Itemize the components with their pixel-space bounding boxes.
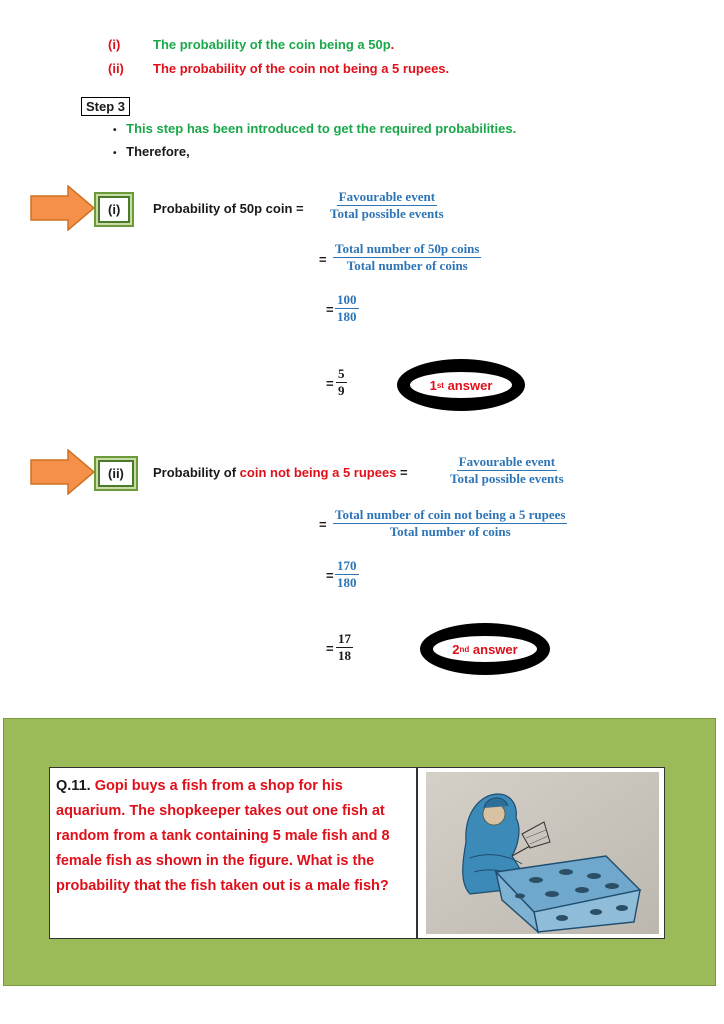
part-2-label bbox=[153, 465, 408, 480]
answer-1-sup: st bbox=[436, 380, 444, 390]
step-bullet-2-text: Therefore, bbox=[126, 144, 190, 159]
part-2-f1-den: Total possible events bbox=[450, 471, 564, 486]
intro-item-2 bbox=[108, 61, 450, 76]
part-1-eq-4: = bbox=[326, 376, 334, 391]
part-2-eq-3: = bbox=[326, 568, 334, 583]
intro-item-2-text: The probability of the coin not being a 5 rupees. bbox=[153, 61, 450, 76]
question-number: Q.11. bbox=[56, 778, 91, 794]
part-2-eq-4: = bbox=[326, 641, 334, 656]
arrow-right-icon bbox=[30, 449, 96, 495]
question-text bbox=[56, 774, 408, 899]
part-2-f2-num: Total number of coin not being a 5 rupees bbox=[335, 507, 566, 522]
intro-item-1-marker: (i) bbox=[108, 37, 121, 52]
part-2-marker: (ii) bbox=[98, 460, 134, 487]
part-2-fraction-3 bbox=[335, 558, 359, 591]
part-2-eq-2: = bbox=[319, 517, 327, 532]
intro-item-1-period: . bbox=[390, 37, 395, 52]
step-bullet-1-text: This step has been introduced to get the required probabilities. bbox=[126, 121, 517, 136]
answer-2-badge bbox=[420, 623, 550, 675]
part-2-label-red: coin not being a 5 rupees bbox=[239, 465, 397, 480]
part-1-fraction-4 bbox=[336, 366, 347, 399]
answer-2-sup: nd bbox=[459, 644, 470, 654]
part-1-f4-num: 5 bbox=[338, 366, 345, 381]
step-label: Step 3 bbox=[81, 97, 130, 116]
part-1-eq: = bbox=[296, 201, 304, 216]
part-2-fraction-4 bbox=[336, 631, 353, 664]
step-bullet-1: • This step has been introduced to get the required probabilities. bbox=[113, 121, 517, 136]
table-divider bbox=[416, 768, 418, 938]
part-1-f3-den: 180 bbox=[337, 309, 357, 324]
arrow-right-icon bbox=[30, 185, 96, 231]
part-2-label-prefix: Probability of bbox=[153, 465, 240, 480]
part-1-f2-num: Total number of 50p coins bbox=[335, 241, 480, 256]
question-panel bbox=[3, 718, 716, 986]
part-2-eq: = bbox=[400, 465, 408, 480]
answer-1-badge bbox=[397, 359, 525, 411]
question-table bbox=[49, 767, 665, 939]
answer-2-text: answer bbox=[469, 641, 518, 657]
answer-1-text: answer bbox=[443, 377, 493, 393]
part-2-fraction-1 bbox=[448, 454, 566, 487]
part-2-fraction-2 bbox=[333, 507, 567, 540]
fish-tank-illustration bbox=[426, 772, 659, 934]
part-1-marker: (i) bbox=[98, 196, 130, 223]
part-1-f2-den: Total number of coins bbox=[346, 258, 468, 273]
part-1-fraction-1 bbox=[328, 189, 446, 222]
part-1-f4-den: 9 bbox=[338, 383, 345, 398]
part-2-f4-den: 18 bbox=[338, 648, 351, 663]
part-1-fraction-3 bbox=[335, 292, 359, 325]
part-2-f3-den: 180 bbox=[337, 575, 357, 590]
part-1-f1-den: Total possible events bbox=[330, 206, 444, 221]
intro-item-1-text: The probability of the coin being a 50p bbox=[153, 37, 391, 52]
part-2-f3-num: 170 bbox=[337, 558, 357, 573]
step-bullet-2: • Therefore, bbox=[113, 144, 190, 159]
question-body: Gopi buys a fish from a shop for his aquarium. The shopkeeper takes out one fish at random from a tank containing 5 male fish and 8 female fish as shown in the figure. What is the probability that the fish taken out is a male fish? bbox=[56, 778, 390, 894]
part-1-eq-3: = bbox=[326, 302, 334, 317]
part-1-eq-2: = bbox=[319, 252, 327, 267]
part-2-f1-num: Favourable event bbox=[458, 454, 556, 469]
part-2-f2-den: Total number of coins bbox=[389, 524, 511, 539]
part-1-label-text: Probability of 50p coin bbox=[153, 201, 293, 216]
part-1-f1-num: Favourable event bbox=[338, 189, 436, 204]
part-1-fraction-2 bbox=[333, 241, 481, 274]
answer-1-num: 1 bbox=[429, 377, 437, 393]
part-1-f3-num: 100 bbox=[337, 292, 357, 307]
answer-2-num: 2 bbox=[452, 641, 460, 657]
intro-item-1 bbox=[108, 37, 395, 52]
part-1-label bbox=[153, 201, 304, 216]
intro-item-2-marker: (ii) bbox=[108, 61, 124, 76]
part-2-f4-num: 17 bbox=[338, 631, 351, 646]
